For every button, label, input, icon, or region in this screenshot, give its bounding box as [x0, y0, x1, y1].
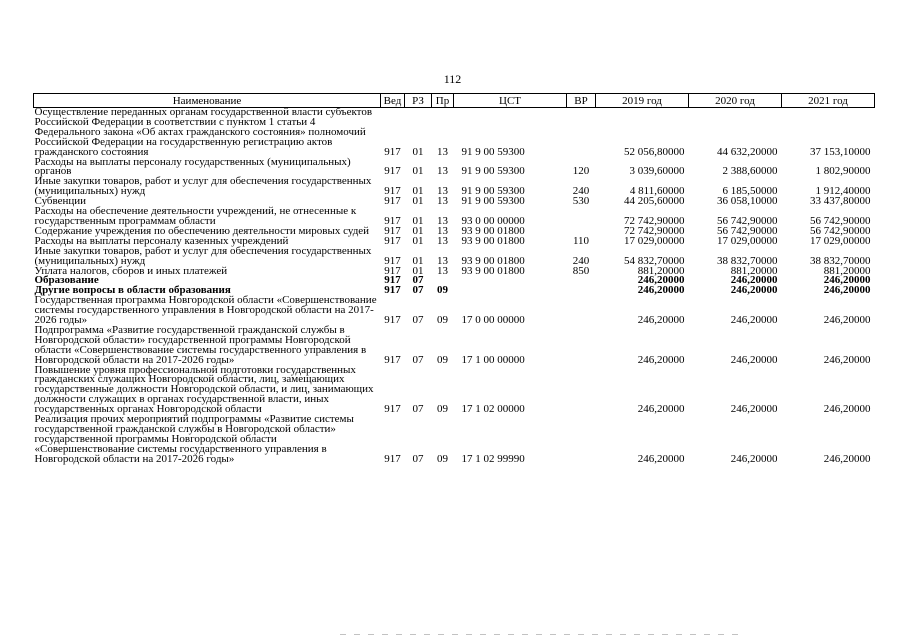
row-pr: 13: [437, 224, 448, 237]
row-2019: 54 832,70000: [624, 254, 685, 267]
row-2021: 38 832,70000: [810, 254, 871, 267]
row-name: Расходы на выплаты персоналу государственных (муниципальных) органов: [34, 155, 351, 178]
row-pr: 13: [437, 254, 448, 267]
page-number: 112: [443, 72, 462, 86]
row-pr: 13: [437, 165, 448, 178]
row-2019: 72 742,90000: [624, 214, 685, 227]
row-rz: 01: [412, 264, 424, 277]
row-name: Повышение уровня профессиональной подготовки государственных гражданских служащих Новгородской области, лиц, замещающих государственные должности Новгородской области, и лиц, занимающих должности служащих в органах государственной власти, иных государственных органах Новгородской области: [34, 363, 374, 416]
row-vr: [567, 276, 596, 286]
row-rz: 07: [412, 353, 424, 366]
row-vr: [567, 415, 596, 465]
row-name: Реализация прочих мероприятий подпрограммы «Развитие системы государственной гражданской службы в Новгородской области» государственной программы Новгородской области «Совершенствование системы государственного управления в Новгородской области на 2017-2026 годы»: [34, 413, 354, 465]
row-pr: 13: [437, 264, 448, 277]
row-rz: 01: [412, 195, 424, 208]
row-cst: 93 9 00 01800: [461, 234, 525, 247]
row-2019: 246,20000: [637, 353, 685, 366]
header-rz: РЗ: [405, 94, 432, 108]
row-2020: 246,20000: [730, 452, 778, 465]
table-row: [34, 108, 875, 158]
row-rz: 07: [412, 274, 424, 287]
row-cst: 17 1 00 00000: [461, 353, 525, 366]
row-2019: 52 056,80000: [624, 145, 685, 158]
row-rz: 01: [412, 145, 424, 158]
row-2021: 37 153,10000: [810, 145, 871, 158]
row-name: Осуществление переданных органам государственной власти субъектов Российской Федерации в соответствии с пунктом 1 статьи 4 Федерального закона «Об актах гражданского состояния» полномочий Российской Федерации на государственную регистрацию актов гражданского состояния: [34, 106, 373, 158]
row-pr: 09: [437, 452, 448, 465]
row-pr: 09: [437, 403, 448, 416]
row-2021: 246,20000: [823, 353, 871, 366]
row-2020: 17 029,00000: [717, 234, 778, 247]
row-2019: 17 029,00000: [624, 234, 685, 247]
table-row: [34, 207, 875, 227]
row-2019: 881,20000: [637, 264, 685, 277]
row-2020: 246,20000: [730, 353, 778, 366]
row-name: Содержание учреждения по обеспечению деятельности мировых судей: [34, 224, 370, 237]
row-2021: 1 802,90000: [815, 165, 871, 178]
row-ved: 917: [384, 284, 401, 297]
row-cst: 93 9 00 01800: [461, 224, 525, 237]
row-rz: 01: [412, 224, 424, 237]
row-rz: 01: [412, 214, 424, 227]
row-ved: 917: [384, 145, 401, 158]
row-ved: 917: [384, 185, 401, 198]
row-cst: 91 9 00 59300: [461, 185, 525, 198]
row-2020: 56 742,90000: [717, 214, 778, 227]
row-vr: 120: [572, 165, 590, 178]
row-2019: 44 205,60000: [624, 195, 685, 208]
row-name: Государственная программа Новгородской области «Совершенствование системы государственного управления в Новгородской области на 2017-2026 годы»: [34, 294, 377, 327]
header-ved: Вед: [381, 94, 405, 108]
header-pr: Пр: [432, 94, 454, 108]
row-2020: 44 632,20000: [717, 145, 778, 158]
row-2020: 6 185,50000: [722, 185, 778, 198]
row-rz: 01: [412, 234, 424, 247]
table-row: [34, 415, 875, 465]
row-vr: [567, 108, 596, 158]
row-2021: 246,20000: [823, 452, 871, 465]
row-2020: 36 058,10000: [717, 195, 778, 208]
header-name: Наименование: [34, 94, 381, 108]
row-2019: 4 811,60000: [629, 185, 685, 198]
row-2020: 246,20000: [730, 284, 778, 297]
row-name: Расходы на выплаты персоналу казенных учреждений: [34, 234, 289, 247]
row-cst: [454, 286, 567, 296]
row-pr: 13: [437, 195, 448, 208]
row-2020: 246,20000: [730, 274, 778, 287]
table-row: [34, 366, 875, 416]
row-name: Другие вопросы в области образования: [34, 284, 231, 297]
row-2021: 1 912,40000: [815, 185, 871, 198]
row-cst: 93 9 00 01800: [461, 254, 525, 267]
row-cst: 17 1 02 00000: [461, 403, 525, 416]
header-2020: 2020 год: [689, 94, 782, 108]
row-2019: 246,20000: [637, 403, 685, 416]
row-2021: 246,20000: [823, 274, 871, 287]
row-2020: 56 742,90000: [717, 224, 778, 237]
scan-artifact-line: [340, 634, 740, 635]
row-2020: 246,20000: [730, 314, 778, 327]
row-2021: 246,20000: [823, 284, 871, 297]
table-row: [34, 247, 875, 267]
row-vr: [567, 366, 596, 416]
row-pr: 13: [437, 185, 448, 198]
row-rz: 01: [412, 165, 424, 178]
row-rz: 07: [412, 403, 424, 416]
row-name: Иные закупки товаров, работ и услуг для обеспечения государственных (муниципальных) нужд: [34, 244, 372, 267]
row-2021: 246,20000: [823, 403, 871, 416]
row-2020: 2 388,60000: [722, 165, 778, 178]
row-rz: 07: [412, 314, 424, 327]
row-pr: 09: [437, 314, 448, 327]
row-vr: [567, 286, 596, 296]
header-2019: 2019 год: [596, 94, 689, 108]
row-vr: 110: [572, 234, 590, 247]
row-pr: 13: [437, 145, 448, 158]
row-2021: 17 029,00000: [810, 234, 871, 247]
row-cst: 93 9 00 01800: [461, 264, 525, 277]
row-cst: 91 9 00 59300: [461, 145, 525, 158]
row-name: Образование: [34, 274, 99, 287]
row-2021: 56 742,90000: [810, 214, 871, 227]
row-ved: 917: [384, 264, 401, 277]
row-vr: [567, 296, 596, 326]
row-cst: 17 0 00 00000: [461, 314, 525, 327]
row-vr: 530: [572, 195, 590, 208]
row-rz: 01: [412, 185, 424, 198]
row-name: Субвенции: [34, 195, 87, 208]
row-2021: 246,20000: [823, 314, 871, 327]
row-pr: 13: [437, 234, 448, 247]
row-2019: 246,20000: [637, 452, 685, 465]
row-cst: 93 0 00 00000: [461, 214, 525, 227]
row-name: Подпрограмма «Развитие государственной гражданской службы в Новгородской области» государственной программы Новгородской области «Совершенствование системы государственного управления в Новгородской области на 2017-2026 годы»: [34, 323, 367, 366]
row-ved: 917: [384, 353, 401, 366]
row-rz: 01: [412, 254, 424, 267]
row-pr: 13: [437, 214, 448, 227]
row-ved: 917: [384, 274, 401, 287]
row-2020: 38 832,70000: [717, 254, 778, 267]
row-2019: 246,20000: [637, 314, 685, 327]
row-cst: [454, 276, 567, 286]
row-2019: 246,20000: [637, 274, 685, 287]
row-2019: 246,20000: [637, 284, 685, 297]
row-2021: 56 742,90000: [810, 224, 871, 237]
header-2021: 2021 год: [782, 94, 875, 108]
row-vr: 850: [572, 264, 590, 277]
row-cst: 17 1 02 99990: [461, 452, 525, 465]
row-cst: 91 9 00 59300: [461, 165, 525, 178]
row-vr: [567, 326, 596, 366]
row-name: Расходы на обеспечение деятельности учреждений, не отнесенные к государственным программам области: [34, 205, 357, 227]
row-cst: 91 9 00 59300: [461, 195, 525, 208]
table-row: [34, 326, 875, 366]
row-vr: 240: [572, 185, 590, 198]
row-vr: [567, 207, 596, 227]
row-pr: 09: [437, 353, 448, 366]
table-body: [34, 108, 875, 465]
row-ved: 917: [384, 314, 401, 327]
row-pr: 09: [437, 284, 448, 297]
row-ved: 917: [384, 403, 401, 416]
table-row: [34, 296, 875, 326]
row-2021: 33 437,80000: [810, 195, 871, 208]
row-2020: 246,20000: [730, 403, 778, 416]
row-ved: 917: [384, 224, 401, 237]
row-2021: 881,20000: [823, 264, 871, 277]
budget-table: [33, 93, 875, 465]
row-rz: 07: [412, 452, 424, 465]
row-vr: 240: [572, 254, 590, 267]
row-name: Иные закупки товаров, работ и услуг для обеспечения государственных (муниципальных) нужд: [34, 175, 372, 198]
row-name: Уплата налогов, сборов и иных платежей: [34, 264, 228, 277]
row-2019: 72 742,90000: [624, 224, 685, 237]
row-ved: 917: [384, 195, 401, 208]
row-ved: 917: [384, 234, 401, 247]
row-ved: 917: [384, 254, 401, 267]
header-cst: ЦСТ: [454, 94, 567, 108]
row-2020: 881,20000: [730, 264, 778, 277]
row-rz: 07: [412, 284, 424, 297]
header-vr: ВР: [567, 94, 596, 108]
row-ved: 917: [384, 452, 401, 465]
row-2019: 3 039,60000: [629, 165, 685, 178]
row-ved: 917: [384, 214, 401, 227]
row-ved: 917: [384, 165, 401, 178]
